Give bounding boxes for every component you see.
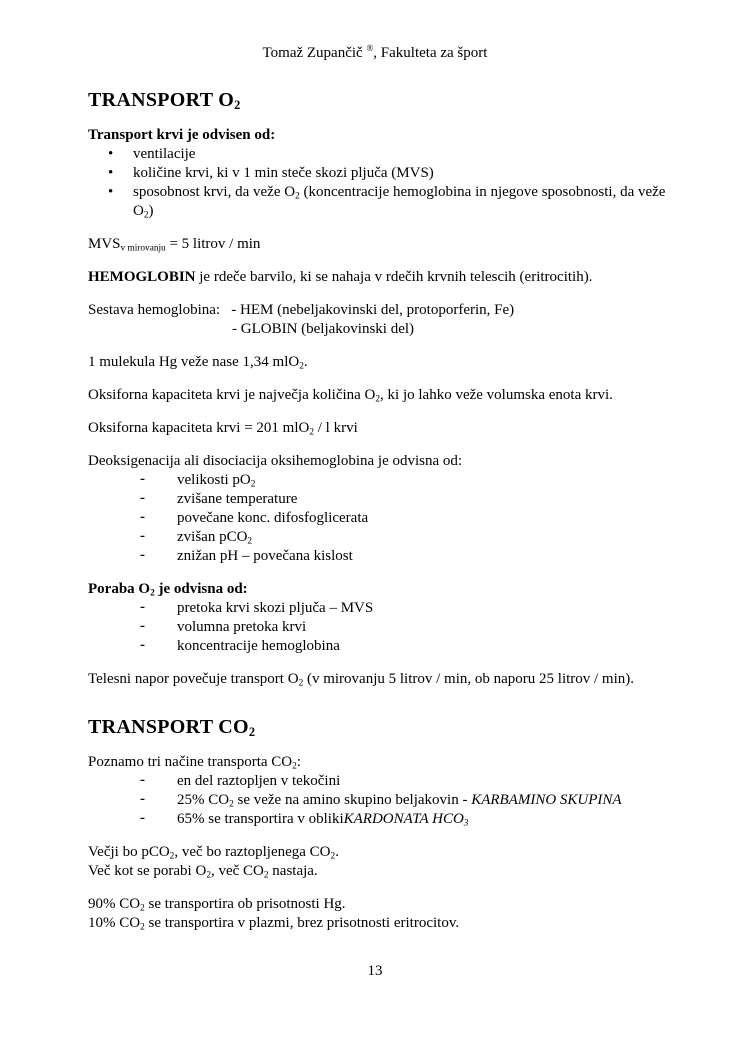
list-item-text (177, 600, 373, 616)
heading-transport-o2 (88, 88, 680, 112)
text-segment: 2 (206, 870, 211, 881)
text-segment: 65% se transportira v obliki (177, 811, 344, 827)
paragraph-telesni-napor (88, 670, 680, 689)
text-segment: 3 (463, 818, 469, 829)
bullet-icon: • (108, 184, 114, 200)
paragraph-mulekula (88, 353, 680, 372)
text-segment: Telesni napor povečuje transport O (88, 671, 299, 687)
list-item-text (133, 146, 195, 162)
paragraph-poraba (88, 580, 680, 599)
text-segment: nastaja. (268, 863, 318, 879)
paragraph-90-co2 (88, 895, 680, 914)
document-content (88, 0, 680, 933)
dash-icon: - (140, 810, 145, 826)
text-segment: 2 (309, 427, 314, 438)
heading-transport-co2 (88, 715, 680, 739)
paragraph-mvs (88, 235, 680, 254)
text-segment: : (296, 754, 301, 770)
dash-icon: - (140, 509, 145, 525)
text-segment: 2 (229, 799, 234, 810)
text-segment: 25% CO (177, 792, 230, 808)
dash-icon: - (140, 528, 145, 544)
text-segment: 2 (250, 479, 256, 490)
text-segment: znižan pH – povečana kislost (177, 548, 353, 564)
list-item (88, 183, 680, 221)
list-item-text (133, 184, 665, 219)
paragraph-vec-porabi (88, 862, 680, 881)
text-segment: 2 (295, 191, 300, 202)
text-segment: Oksiforna kapaciteta krvi je največja količina O (88, 387, 376, 403)
bullet-icon: • (108, 165, 114, 181)
text-segment: Več kot se porabi O (88, 863, 207, 879)
text-segment: se transportira v plazmi, brez prisotnosti eritrocitov. (144, 915, 460, 931)
dash-list-transport-co2 (88, 772, 680, 829)
list-item (88, 637, 680, 656)
text-segment: 2 (292, 761, 297, 772)
list-item-text (133, 165, 434, 181)
text-segment: 2 (169, 851, 175, 862)
text-segment: je rdeče barvilo, ki se nahaja v rdečih krvnih telescih (eritrocitih). (195, 269, 593, 285)
dash-icon: - (140, 599, 145, 615)
list-item (88, 528, 680, 547)
text-segment: , Fakulteta za šport (373, 45, 488, 61)
text-segment: MVS (88, 236, 121, 252)
dash-icon: - (140, 791, 145, 807)
list-item (88, 509, 680, 528)
paragraph-sestava-hem (88, 301, 680, 320)
list-item-text (177, 548, 353, 564)
text-segment: Oksiforna kapaciteta krvi = 201 mlO (88, 420, 310, 436)
text-segment: volumna pretoka krvi (177, 619, 307, 635)
list-item (88, 471, 680, 490)
dash-icon: - (140, 637, 145, 653)
bullet-icon: • (108, 146, 114, 162)
text-segment: zvišan pCO (177, 529, 248, 545)
text-segment: HEMOGLOBIN (88, 269, 196, 285)
text-segment: 2 (299, 361, 304, 372)
text-segment: 2 (263, 870, 269, 881)
text-segment: pretoka krvi skozi pljuča – MVS (177, 600, 374, 616)
list-item-text (177, 811, 468, 827)
text-segment: 2 (248, 725, 256, 740)
dash-icon: - (140, 547, 145, 563)
paragraph-deoksigenacija (88, 452, 680, 471)
text-segment: , ki jo lahko veže volumska enota krvi. (380, 387, 613, 403)
text-segment: zvišane temperature (177, 491, 298, 507)
text-segment: 2 (143, 210, 149, 221)
text-segment: Poraba O (88, 581, 151, 597)
list-item (88, 145, 680, 164)
text-segment: 2 (150, 588, 155, 599)
text-segment: en del raztopljen v tekočini (177, 773, 341, 789)
text-segment: se transportira ob prisotnosti Hg. (144, 896, 346, 912)
text-segment: 2 (140, 922, 145, 933)
list-item-text (177, 491, 297, 507)
text-segment: / l krvi (313, 420, 358, 436)
list-item (88, 547, 680, 566)
text-segment: . (335, 844, 339, 860)
text-segment: TRANSPORT O (88, 89, 235, 111)
list-item-text (177, 638, 340, 654)
text-segment: KARDONATA HCO (343, 811, 464, 827)
text-segment: količine krvi, ki v 1 min steče skozi pljuča (MVS) (133, 165, 434, 181)
text-segment: v mirovanju (120, 243, 166, 254)
text-segment: Poznamo tri načine transporta CO (88, 754, 293, 770)
list-item (88, 810, 680, 829)
text-segment: ventilacije (133, 146, 196, 162)
text-segment: TRANSPORT CO (88, 716, 249, 738)
text-segment: koncentracije hemoglobina (177, 638, 340, 654)
text-segment: je odvisna od: (154, 581, 248, 597)
list-item (88, 772, 680, 791)
paragraph-10-co2 (88, 914, 680, 933)
list-item-text (177, 619, 306, 635)
dash-icon: - (140, 490, 145, 506)
text-segment: ) (148, 203, 154, 219)
paragraph-sestava-globin (88, 320, 680, 339)
list-item-text (177, 529, 252, 545)
text-segment: velikosti pO (177, 472, 251, 488)
text-segment: 10% CO (88, 915, 141, 931)
text-segment: = 5 litrov / min (165, 236, 261, 252)
text-segment: se veže na amino skupino beljakovin - (233, 792, 472, 808)
list-item (88, 618, 680, 637)
text-segment: 90% CO (88, 896, 141, 912)
text-segment: 2 (247, 536, 253, 547)
text-segment: . (303, 354, 308, 370)
list-item (88, 791, 680, 810)
text-segment: 2 (140, 903, 145, 914)
list-item (88, 490, 680, 509)
list-item (88, 164, 680, 183)
text-segment: Deoksigenacija ali disociacija oksihemoglobina je odvisna od: (88, 453, 463, 469)
list-item-text (177, 510, 368, 526)
paragraph-oksiforna-vrednost (88, 419, 680, 438)
text-segment: Večji bo pCO (88, 844, 170, 860)
text-segment: 1 mulekula Hg veže nase 1,34 mlO (88, 354, 300, 370)
text-segment: sposobnost krvi, da veže O (133, 184, 296, 200)
bullet-list-transport-krvi (88, 145, 680, 221)
paragraph-oksiforna-def (88, 386, 680, 405)
dash-list-poraba (88, 599, 680, 656)
text-segment: , več CO (210, 863, 264, 879)
text-segment: Tomaž Zupančič (262, 45, 367, 61)
paragraph-poznamo (88, 753, 680, 772)
list-item-text (177, 472, 255, 488)
list-item-text (177, 773, 340, 789)
text-segment: 2 (330, 851, 336, 862)
paragraph-hemoglobin (88, 268, 680, 287)
page-header (0, 44, 750, 63)
text-segment: (v mirovanju 5 litrov / min, ob naporu 25 litrov / min). (303, 671, 635, 687)
text-segment: Sestava hemoglobina: - HEM (nebeljakovinski del, protoporferin, Fe) (88, 302, 515, 318)
text-segment: povečane konc. difosfoglicerata (177, 510, 369, 526)
text-segment: 2 (375, 394, 381, 405)
page-number: 13 (367, 963, 383, 979)
paragraph-transport-krvi (88, 126, 680, 145)
dash-icon: - (140, 618, 145, 634)
text-segment: , več bo raztopljenega CO (174, 844, 331, 860)
list-item-text (177, 792, 622, 808)
text-segment: 2 (298, 678, 304, 689)
text-segment: KARBAMINO SKUPINA (471, 792, 622, 808)
text-segment: 2 (234, 98, 241, 113)
list-item (88, 599, 680, 618)
text-segment: ® (366, 43, 374, 53)
text-segment: Transport krvi je odvisen od: (88, 127, 276, 143)
paragraph-vecji-pco2 (88, 843, 680, 862)
dash-list-deoksigenacija (88, 471, 680, 566)
dash-icon: - (140, 772, 145, 788)
text-segment: (koncentracije hemoglobina in njegove sposobnosti, da veže O (133, 184, 666, 219)
text-segment: - GLOBIN (beljakovinski del) (232, 321, 415, 337)
dash-icon: - (140, 471, 145, 487)
